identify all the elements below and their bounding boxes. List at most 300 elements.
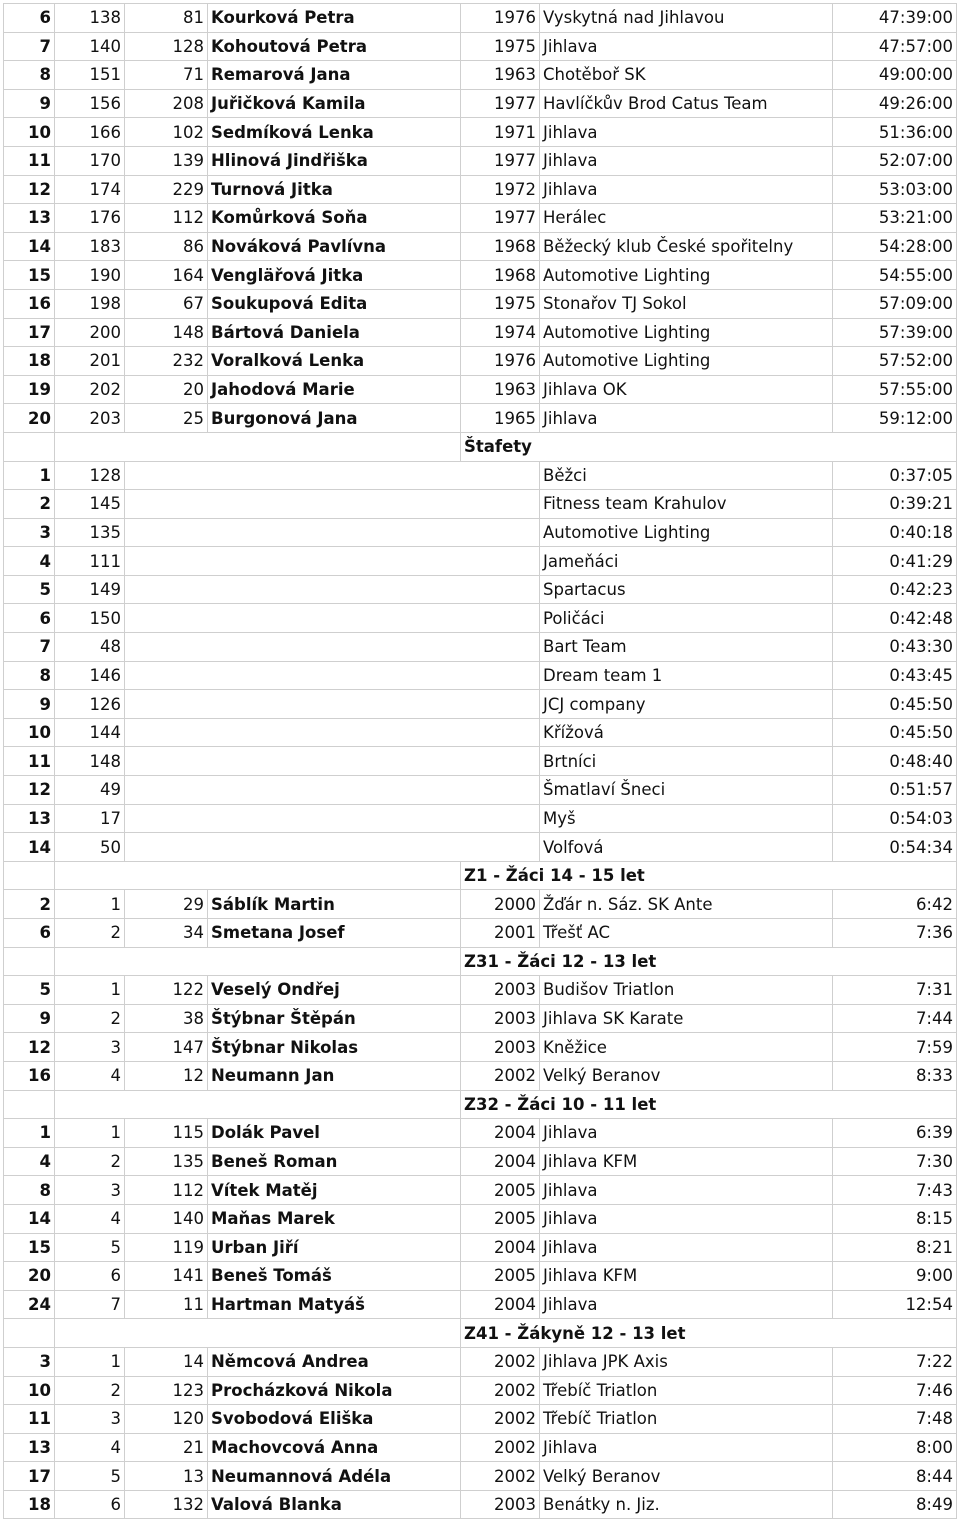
rank-cell: 3 — [4, 518, 55, 547]
year-cell: 2003 — [461, 1490, 540, 1519]
time-cell: 0:54:34 — [833, 833, 957, 862]
rank-cell: 10 — [4, 718, 55, 747]
year-cell: 2002 — [461, 1405, 540, 1434]
time-cell: 12:54 — [833, 1290, 957, 1319]
year-cell: 1977 — [461, 89, 540, 118]
category-rank-cell: 2 — [55, 919, 125, 948]
empty-cell — [125, 833, 540, 862]
name-cell: Němcová Andrea — [208, 1347, 461, 1376]
time-cell: 8:33 — [833, 1061, 957, 1090]
bib-cell: 232 — [125, 347, 208, 376]
time-cell: 47:39:00 — [833, 4, 957, 33]
category-rank-cell: 5 — [55, 1233, 125, 1262]
club-cell: Jihlava — [540, 1433, 833, 1462]
year-cell: 1972 — [461, 175, 540, 204]
overall-rank-cell: 18 — [4, 347, 55, 376]
club-cell: Jihlava — [540, 118, 833, 147]
time-cell: 49:00:00 — [833, 61, 957, 90]
name-cell: Beneš Tomáš — [208, 1262, 461, 1291]
empty-cell — [125, 575, 540, 604]
name-cell: Nováková Pavlívna — [208, 232, 461, 261]
team-cell: Poličáci — [540, 604, 833, 633]
category-rank-cell: 3 — [55, 1176, 125, 1205]
club-cell: Jihlava — [540, 32, 833, 61]
table-row — [4, 890, 957, 919]
time-cell: 53:21:00 — [833, 204, 957, 233]
team-cell: Dream team 1 — [540, 661, 833, 690]
club-cell: Žďár n. Sáz. SK Ante — [540, 890, 833, 919]
bib-cell: 128 — [125, 32, 208, 61]
empty-cell — [4, 1090, 55, 1119]
table-row — [4, 146, 957, 175]
category-rank-cell: 6 — [55, 1262, 125, 1291]
rank-cell: 8 — [4, 661, 55, 690]
overall-rank-cell: 8 — [4, 61, 55, 90]
category-rank-cell: 2 — [55, 1376, 125, 1405]
name-cell: Dolák Pavel — [208, 1119, 461, 1148]
club-cell: Jihlava — [540, 1119, 833, 1148]
category-rank-cell: 6 — [55, 1490, 125, 1519]
time-cell: 7:48 — [833, 1405, 957, 1434]
category-rank-cell: 1 — [55, 890, 125, 919]
empty-cell — [55, 432, 461, 461]
category-rank-cell: 4 — [55, 1433, 125, 1462]
club-cell: Vyskytná nad Jihlavou — [540, 4, 833, 33]
table-row — [4, 1147, 957, 1176]
overall-rank-cell: 18 — [4, 1490, 55, 1519]
overall-rank-cell: 12 — [4, 1033, 55, 1062]
table-row — [4, 32, 957, 61]
team-cell: Jameňáci — [540, 547, 833, 576]
time-cell: 47:57:00 — [833, 32, 957, 61]
time-cell: 0:51:57 — [833, 776, 957, 805]
rank-cell: 11 — [4, 747, 55, 776]
club-cell: Jihlava SK Karate — [540, 1004, 833, 1033]
empty-cell — [4, 432, 55, 461]
time-cell: 0:48:40 — [833, 747, 957, 776]
year-cell: 2004 — [461, 1233, 540, 1262]
club-cell: Třebíč Triatlon — [540, 1376, 833, 1405]
time-cell: 7:30 — [833, 1147, 957, 1176]
section-header-row — [4, 432, 957, 461]
table-row — [4, 976, 957, 1005]
team-cell: Automotive Lighting — [540, 518, 833, 547]
name-cell: Svobodová Eliška — [208, 1405, 461, 1434]
category-rank-cell: 138 — [55, 4, 125, 33]
section-title: Štafety — [461, 432, 957, 461]
rank-cell: 6 — [4, 604, 55, 633]
name-cell: Vengläřová Jitka — [208, 261, 461, 290]
time-cell: 8:15 — [833, 1204, 957, 1233]
time-cell: 8:49 — [833, 1490, 957, 1519]
time-cell: 57:39:00 — [833, 318, 957, 347]
time-cell: 0:45:50 — [833, 718, 957, 747]
club-cell: Jihlava — [540, 146, 833, 175]
table-row — [4, 1204, 957, 1233]
name-cell: Soukupová Edita — [208, 289, 461, 318]
empty-cell — [55, 947, 461, 976]
overall-rank-cell: 1 — [4, 1119, 55, 1148]
year-cell: 2005 — [461, 1262, 540, 1291]
club-cell: Jihlava — [540, 1233, 833, 1262]
category-rank-cell: 170 — [55, 146, 125, 175]
bib-cell: 115 — [125, 1119, 208, 1148]
year-cell: 2004 — [461, 1119, 540, 1148]
table-row — [4, 175, 957, 204]
bib-cell: 50 — [55, 833, 125, 862]
category-rank-cell: 198 — [55, 289, 125, 318]
overall-rank-cell: 16 — [4, 289, 55, 318]
year-cell: 2001 — [461, 919, 540, 948]
rank-cell: 2 — [4, 490, 55, 519]
table-row — [4, 1490, 957, 1519]
time-cell: 0:42:23 — [833, 575, 957, 604]
year-cell: 1975 — [461, 289, 540, 318]
rank-cell: 14 — [4, 833, 55, 862]
name-cell: Neumann Jan — [208, 1061, 461, 1090]
club-cell: Jihlava JPK Axis — [540, 1347, 833, 1376]
table-row — [4, 1004, 957, 1033]
name-cell: Hartman Matyáš — [208, 1290, 461, 1319]
bib-cell: 49 — [55, 776, 125, 805]
overall-rank-cell: 16 — [4, 1061, 55, 1090]
time-cell: 7:46 — [833, 1376, 957, 1405]
section-title: Z41 - Žákyně 12 - 13 let — [461, 1319, 957, 1348]
rank-cell: 9 — [4, 690, 55, 719]
year-cell: 2002 — [461, 1376, 540, 1405]
category-rank-cell: 201 — [55, 347, 125, 376]
rank-cell: 4 — [4, 547, 55, 576]
table-row — [4, 1433, 957, 1462]
year-cell: 1976 — [461, 4, 540, 33]
overall-rank-cell: 10 — [4, 1376, 55, 1405]
category-rank-cell: 4 — [55, 1061, 125, 1090]
overall-rank-cell: 9 — [4, 1004, 55, 1033]
year-cell: 2003 — [461, 1033, 540, 1062]
time-cell: 57:09:00 — [833, 289, 957, 318]
empty-cell — [125, 633, 540, 662]
overall-rank-cell: 17 — [4, 1462, 55, 1491]
overall-rank-cell: 13 — [4, 204, 55, 233]
empty-cell — [125, 690, 540, 719]
overall-rank-cell: 14 — [4, 232, 55, 261]
table-row — [4, 118, 957, 147]
time-cell: 8:44 — [833, 1462, 957, 1491]
time-cell: 57:55:00 — [833, 375, 957, 404]
empty-cell — [125, 776, 540, 805]
table-row — [4, 404, 957, 433]
bib-cell: 148 — [125, 318, 208, 347]
overall-rank-cell: 11 — [4, 146, 55, 175]
time-cell: 59:12:00 — [833, 404, 957, 433]
relay-row — [4, 690, 957, 719]
bib-cell: 12 — [125, 1061, 208, 1090]
overall-rank-cell: 11 — [4, 1405, 55, 1434]
club-cell: Jihlava — [540, 404, 833, 433]
table-row — [4, 1262, 957, 1291]
table-row — [4, 347, 957, 376]
year-cell: 2003 — [461, 1004, 540, 1033]
name-cell: Bártová Daniela — [208, 318, 461, 347]
rank-cell: 7 — [4, 633, 55, 662]
empty-cell — [125, 804, 540, 833]
name-cell: Sáblík Martin — [208, 890, 461, 919]
section-header-row — [4, 1319, 957, 1348]
empty-cell — [4, 1319, 55, 1348]
category-rank-cell: 176 — [55, 204, 125, 233]
relay-row — [4, 661, 957, 690]
empty-cell — [125, 718, 540, 747]
time-cell: 53:03:00 — [833, 175, 957, 204]
bib-cell: 20 — [125, 375, 208, 404]
time-cell: 0:42:48 — [833, 604, 957, 633]
name-cell: Juřičková Kamila — [208, 89, 461, 118]
overall-rank-cell: 4 — [4, 1147, 55, 1176]
empty-cell — [55, 1319, 461, 1348]
bib-cell: 147 — [125, 1033, 208, 1062]
year-cell: 1971 — [461, 118, 540, 147]
bib-cell: 102 — [125, 118, 208, 147]
club-cell: Jihlava OK — [540, 375, 833, 404]
bib-cell: 25 — [125, 404, 208, 433]
table-row — [4, 375, 957, 404]
bib-cell: 14 — [125, 1347, 208, 1376]
table-row — [4, 919, 957, 948]
name-cell: Voralková Lenka — [208, 347, 461, 376]
name-cell: Hlinová Jindřiška — [208, 146, 461, 175]
time-cell: 7:59 — [833, 1033, 957, 1062]
year-cell: 1974 — [461, 318, 540, 347]
table-row — [4, 89, 957, 118]
time-cell: 0:54:03 — [833, 804, 957, 833]
section-header-row — [4, 861, 957, 890]
overall-rank-cell: 15 — [4, 1233, 55, 1262]
bib-cell: 149 — [55, 575, 125, 604]
table-row — [4, 61, 957, 90]
category-rank-cell: 202 — [55, 375, 125, 404]
time-cell: 7:43 — [833, 1176, 957, 1205]
year-cell: 1963 — [461, 61, 540, 90]
overall-rank-cell: 20 — [4, 1262, 55, 1291]
time-cell: 49:26:00 — [833, 89, 957, 118]
table-row — [4, 261, 957, 290]
empty-cell — [4, 947, 55, 976]
year-cell: 1977 — [461, 146, 540, 175]
rank-cell: 13 — [4, 804, 55, 833]
category-rank-cell: 203 — [55, 404, 125, 433]
overall-rank-cell: 19 — [4, 375, 55, 404]
table-row — [4, 289, 957, 318]
bib-cell: 132 — [125, 1490, 208, 1519]
empty-cell — [125, 604, 540, 633]
name-cell: Beneš Roman — [208, 1147, 461, 1176]
team-cell: Běžci — [540, 461, 833, 490]
empty-cell — [125, 661, 540, 690]
overall-rank-cell: 24 — [4, 1290, 55, 1319]
bib-cell: 48 — [55, 633, 125, 662]
year-cell: 1968 — [461, 261, 540, 290]
relay-row — [4, 461, 957, 490]
table-row — [4, 318, 957, 347]
club-cell: Jihlava — [540, 1176, 833, 1205]
bib-cell: 146 — [55, 661, 125, 690]
name-cell: Komůrková Soňa — [208, 204, 461, 233]
time-cell: 9:00 — [833, 1262, 957, 1291]
club-cell: Herálec — [540, 204, 833, 233]
club-cell: Automotive Lighting — [540, 261, 833, 290]
time-cell: 8:00 — [833, 1433, 957, 1462]
club-cell: Kněžice — [540, 1033, 833, 1062]
table-row — [4, 1033, 957, 1062]
relay-row — [4, 518, 957, 547]
category-rank-cell: 1 — [55, 1119, 125, 1148]
club-cell: Běžecký klub České spořitelny — [540, 232, 833, 261]
bib-cell: 126 — [55, 690, 125, 719]
team-cell: Bart Team — [540, 633, 833, 662]
table-row — [4, 1061, 957, 1090]
section-title: Z31 - Žáci 12 - 13 let — [461, 947, 957, 976]
name-cell: Kourková Petra — [208, 4, 461, 33]
relay-row — [4, 747, 957, 776]
bib-cell: 38 — [125, 1004, 208, 1033]
bib-cell: 135 — [125, 1147, 208, 1176]
year-cell: 2004 — [461, 1290, 540, 1319]
table-row — [4, 1119, 957, 1148]
section-title: Z1 - Žáci 14 - 15 let — [461, 861, 957, 890]
table-row — [4, 1462, 957, 1491]
overall-rank-cell: 5 — [4, 976, 55, 1005]
empty-cell — [125, 461, 540, 490]
relay-row — [4, 547, 957, 576]
club-cell: Velký Beranov — [540, 1462, 833, 1491]
year-cell: 2002 — [461, 1462, 540, 1491]
bib-cell: 144 — [55, 718, 125, 747]
bib-cell: 229 — [125, 175, 208, 204]
empty-cell — [4, 861, 55, 890]
table-row — [4, 232, 957, 261]
bib-cell: 81 — [125, 4, 208, 33]
time-cell: 7:22 — [833, 1347, 957, 1376]
table-row — [4, 1233, 957, 1262]
results-table — [3, 3, 957, 1519]
relay-row — [4, 575, 957, 604]
name-cell: Kohoutová Petra — [208, 32, 461, 61]
team-cell: Myš — [540, 804, 833, 833]
year-cell: 2002 — [461, 1347, 540, 1376]
relay-row — [4, 804, 957, 833]
overall-rank-cell: 20 — [4, 404, 55, 433]
name-cell: Turnová Jitka — [208, 175, 461, 204]
year-cell: 2003 — [461, 976, 540, 1005]
bib-cell: 120 — [125, 1405, 208, 1434]
team-cell: Kříž​ová — [540, 718, 833, 747]
bib-cell: 122 — [125, 976, 208, 1005]
overall-rank-cell: 13 — [4, 1433, 55, 1462]
section-title: Z32 - Žáci 10 - 11 let — [461, 1090, 957, 1119]
name-cell: Procházková Nikola — [208, 1376, 461, 1405]
category-rank-cell: 1 — [55, 1347, 125, 1376]
year-cell: 1963 — [461, 375, 540, 404]
team-cell: JCJ company — [540, 690, 833, 719]
category-rank-cell: 166 — [55, 118, 125, 147]
empty-cell — [125, 490, 540, 519]
year-cell: 1976 — [461, 347, 540, 376]
year-cell: 1977 — [461, 204, 540, 233]
category-rank-cell: 190 — [55, 261, 125, 290]
bib-cell: 21 — [125, 1433, 208, 1462]
table-row — [4, 1376, 957, 1405]
year-cell: 1965 — [461, 404, 540, 433]
relay-row — [4, 633, 957, 662]
bib-cell: 139 — [125, 146, 208, 175]
table-row — [4, 204, 957, 233]
bib-cell: 145 — [55, 490, 125, 519]
time-cell: 0:43:30 — [833, 633, 957, 662]
club-cell: Jihlava KFM — [540, 1262, 833, 1291]
name-cell: Vítek Matěj — [208, 1176, 461, 1205]
year-cell: 2002 — [461, 1061, 540, 1090]
name-cell: Remarová Jana — [208, 61, 461, 90]
bib-cell: 86 — [125, 232, 208, 261]
overall-rank-cell: 8 — [4, 1176, 55, 1205]
time-cell: 54:28:00 — [833, 232, 957, 261]
category-rank-cell: 174 — [55, 175, 125, 204]
club-cell: Automotive Lighting — [540, 318, 833, 347]
club-cell: Chotěboř SK — [540, 61, 833, 90]
category-rank-cell: 4 — [55, 1204, 125, 1233]
bib-cell: 71 — [125, 61, 208, 90]
bib-cell: 119 — [125, 1233, 208, 1262]
bib-cell: 11 — [125, 1290, 208, 1319]
bib-cell: 208 — [125, 89, 208, 118]
name-cell: Štýbnar Nikolas — [208, 1033, 461, 1062]
bib-cell: 17 — [55, 804, 125, 833]
relay-row — [4, 718, 957, 747]
relay-row — [4, 833, 957, 862]
bib-cell: 111 — [55, 547, 125, 576]
category-rank-cell: 5 — [55, 1462, 125, 1491]
time-cell: 0:43:45 — [833, 661, 957, 690]
time-cell: 8:21 — [833, 1233, 957, 1262]
time-cell: 0:37:05 — [833, 461, 957, 490]
time-cell: 7:36 — [833, 919, 957, 948]
bib-cell: 135 — [55, 518, 125, 547]
table-row — [4, 1290, 957, 1319]
team-cell: Spartacus — [540, 575, 833, 604]
table-row — [4, 1176, 957, 1205]
time-cell: 7:31 — [833, 976, 957, 1005]
club-cell: Stonařov TJ Sokol — [540, 289, 833, 318]
club-cell: Jihlava — [540, 1290, 833, 1319]
bib-cell: 67 — [125, 289, 208, 318]
club-cell: Velký Beranov — [540, 1061, 833, 1090]
team-cell: Brtníci — [540, 747, 833, 776]
time-cell: 0:45:50 — [833, 690, 957, 719]
category-rank-cell: 2 — [55, 1147, 125, 1176]
overall-rank-cell: 15 — [4, 261, 55, 290]
time-cell: 0:41:29 — [833, 547, 957, 576]
time-cell: 51:36:00 — [833, 118, 957, 147]
overall-rank-cell: 17 — [4, 318, 55, 347]
name-cell: Veselý Ondřej — [208, 976, 461, 1005]
bib-cell: 140 — [125, 1204, 208, 1233]
table-row — [4, 1347, 957, 1376]
team-cell: Fitness team Krahulov — [540, 490, 833, 519]
category-rank-cell: 2 — [55, 1004, 125, 1033]
club-cell: Automotive Lighting — [540, 347, 833, 376]
category-rank-cell: 3 — [55, 1405, 125, 1434]
club-cell: Benátky n. Jiz. — [540, 1490, 833, 1519]
